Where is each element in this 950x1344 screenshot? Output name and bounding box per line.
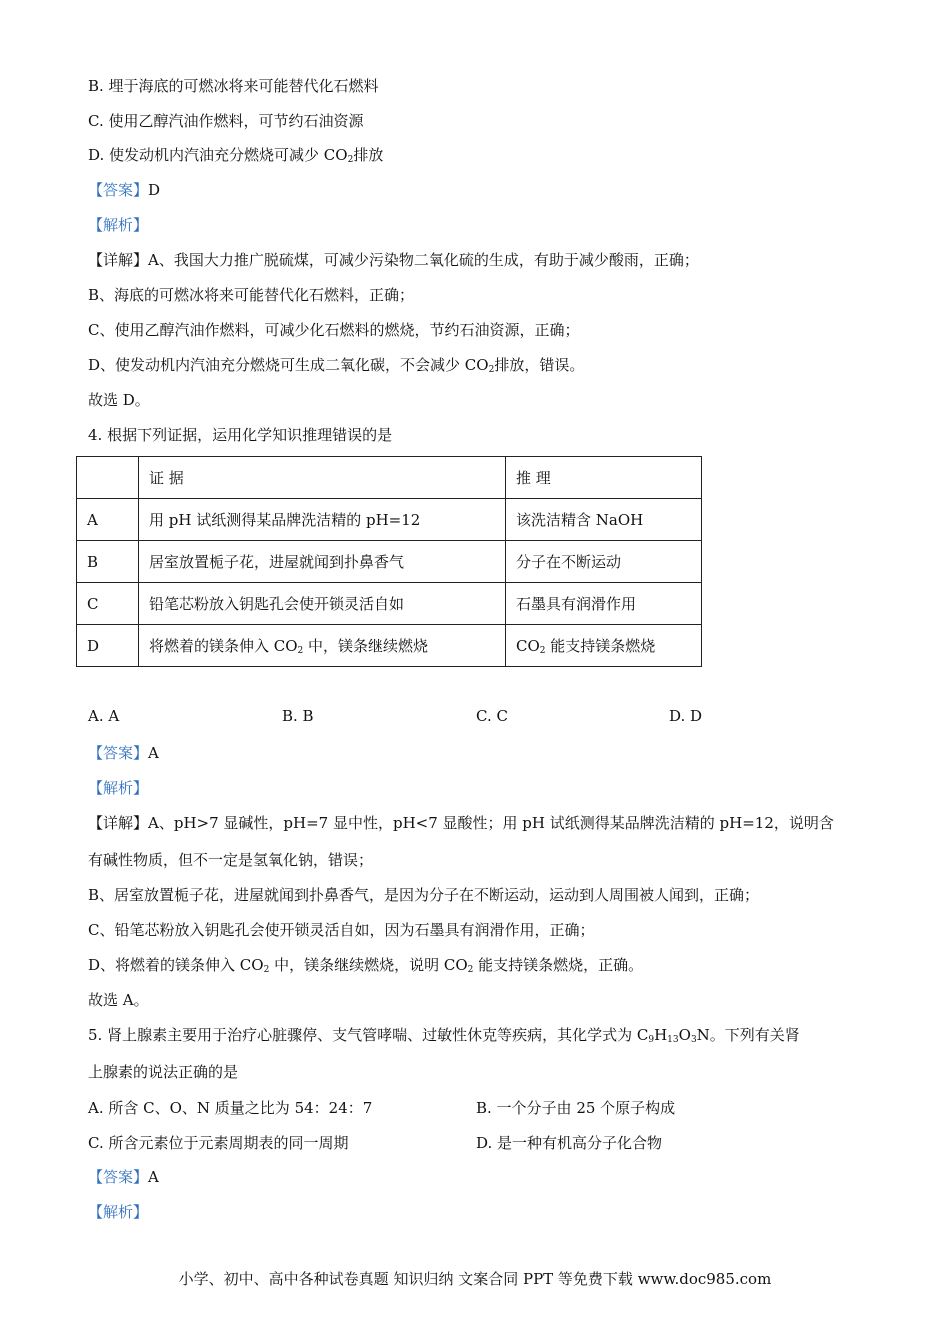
q3-option-d: D. 使发动机内汽油充分燃烧可减少 $CO_2$排放 — [88, 146, 384, 165]
table-cell: A — [77, 499, 139, 541]
q3-detail-c: C、使用乙醇汽油作燃料，可减少化石燃料的燃烧，节约石油资源，正确； — [88, 321, 580, 339]
q4-option-b: B. B — [282, 707, 314, 725]
q3-answer: 【答案】D — [88, 181, 161, 199]
table-cell: D — [77, 625, 139, 667]
q3-option-b: B. 埋于海底的可燃冰将来可能替代化石燃料 — [88, 77, 379, 95]
table-cell: B — [77, 541, 139, 583]
q5-option-a: A. 所含 C、O、N 质量之比为 54：24：7 — [88, 1099, 373, 1117]
evidence-table — [76, 456, 702, 667]
table-row — [77, 541, 702, 583]
q5-option-d: D. 是一种有机高分子化合物 — [476, 1134, 663, 1152]
q3-detail-b: B、海底的可燃冰将来可能替代化石燃料，正确； — [88, 286, 415, 304]
q4-option-a: A. A — [88, 707, 120, 725]
table-header-row — [77, 457, 702, 499]
table-cell: 铅笔芯粉放入钥匙孔会使开锁灵活自如 — [139, 583, 506, 625]
table-cell: $CO_2$ 能支持镁条燃烧 — [506, 625, 702, 667]
q5-analysis-tag: 【解析】 — [88, 1203, 149, 1221]
q5-option-b: B. 一个分子由 25 个原子构成 — [476, 1099, 676, 1117]
q4-detail-b: B、居室放置栀子花，进屋就闻到扑鼻香气，是因为分子在不断运动，运动到人周围被人闻到，正确； — [88, 886, 760, 904]
table-row — [77, 583, 702, 625]
q4-option-c: C. C — [476, 707, 508, 725]
q5-stem-line1: 5. 肾上腺素主要用于治疗心脏骤停、支气管哮喘、过敏性休克等疾病，其化学式为 $C_9H_{13}O_3N$。下列有关肾 — [88, 1026, 800, 1045]
page-footer: 小学、初中、高中各种试卷真题 知识归纳 文案合同 PPT 等免费下载 www.doc985.com — [178, 1270, 772, 1288]
q4-detail-d: D、将燃着的镁条伸入 $CO_2$ 中，镁条继续燃烧，说明 $CO_2$ 能支持镁条燃烧，正确。 — [88, 956, 644, 975]
table-cell: 石墨具有润滑作用 — [506, 583, 702, 625]
q3-detail-a: 【详解】A、我国大力推广脱硫煤，可减少污染物二氧化硫的生成，有助于减少酸雨，正确； — [88, 251, 699, 269]
answer-tag: 【答案】 — [88, 181, 149, 199]
q5-stem-line2: 上腺素的说法正确的是 — [88, 1063, 239, 1081]
table-cell: 将燃着的镁条伸入 $CO_2$ 中，镁条继续燃烧 — [139, 625, 506, 667]
q4-analysis-tag: 【解析】 — [88, 779, 149, 797]
table-cell: C — [77, 583, 139, 625]
table-cell: 用 pH 试纸测得某品牌洗洁精的 pH=12 — [139, 499, 506, 541]
table-header-cell — [77, 457, 139, 499]
q4-detail-a-line1: 【详解】A、pH>7 显碱性，pH=7 显中性，pH<7 显酸性；用 pH 试纸测得某品牌洗洁精的 pH=12，说明含 — [88, 814, 834, 832]
q4-detail-a-line2: 有碱性物质，但不一定是氢氧化钠，错误； — [88, 851, 374, 869]
q5-option-c: C. 所含元素位于元素周期表的同一周期 — [88, 1134, 349, 1152]
q3-conclusion: 故选 D。 — [88, 391, 150, 409]
q5-answer: 【答案】A — [88, 1168, 159, 1186]
table-cell: 居室放置栀子花，进屋就闻到扑鼻香气 — [139, 541, 506, 583]
table-row — [77, 499, 702, 541]
q4-detail-c: C、铅笔芯粉放入钥匙孔会使开锁灵活自如，因为石墨具有润滑作用，正确； — [88, 921, 595, 939]
table-cell: 该洗洁精含 NaOH — [506, 499, 702, 541]
table-header-cell: 推 理 — [506, 457, 702, 499]
q3-detail-d: D、使发动机内汽油充分燃烧可生成二氧化碳，不会减少 $CO_2$排放，错误。 — [88, 356, 585, 375]
table-header-cell: 证 据 — [139, 457, 506, 499]
table-row — [77, 625, 702, 667]
table-cell: 分子在不断运动 — [506, 541, 702, 583]
q4-answer: 【答案】A — [88, 744, 159, 762]
detail-tag: 【详解】 — [88, 251, 149, 269]
q3-option-c: C. 使用乙醇汽油作燃料，可节约石油资源 — [88, 112, 364, 130]
q4-option-d: D. D — [669, 707, 703, 725]
q3-analysis-tag: 【解析】 — [88, 216, 149, 234]
q4-conclusion: 故选 A。 — [88, 991, 149, 1009]
q4-stem: 4. 根据下列证据，运用化学知识推理错误的是 — [88, 426, 393, 444]
